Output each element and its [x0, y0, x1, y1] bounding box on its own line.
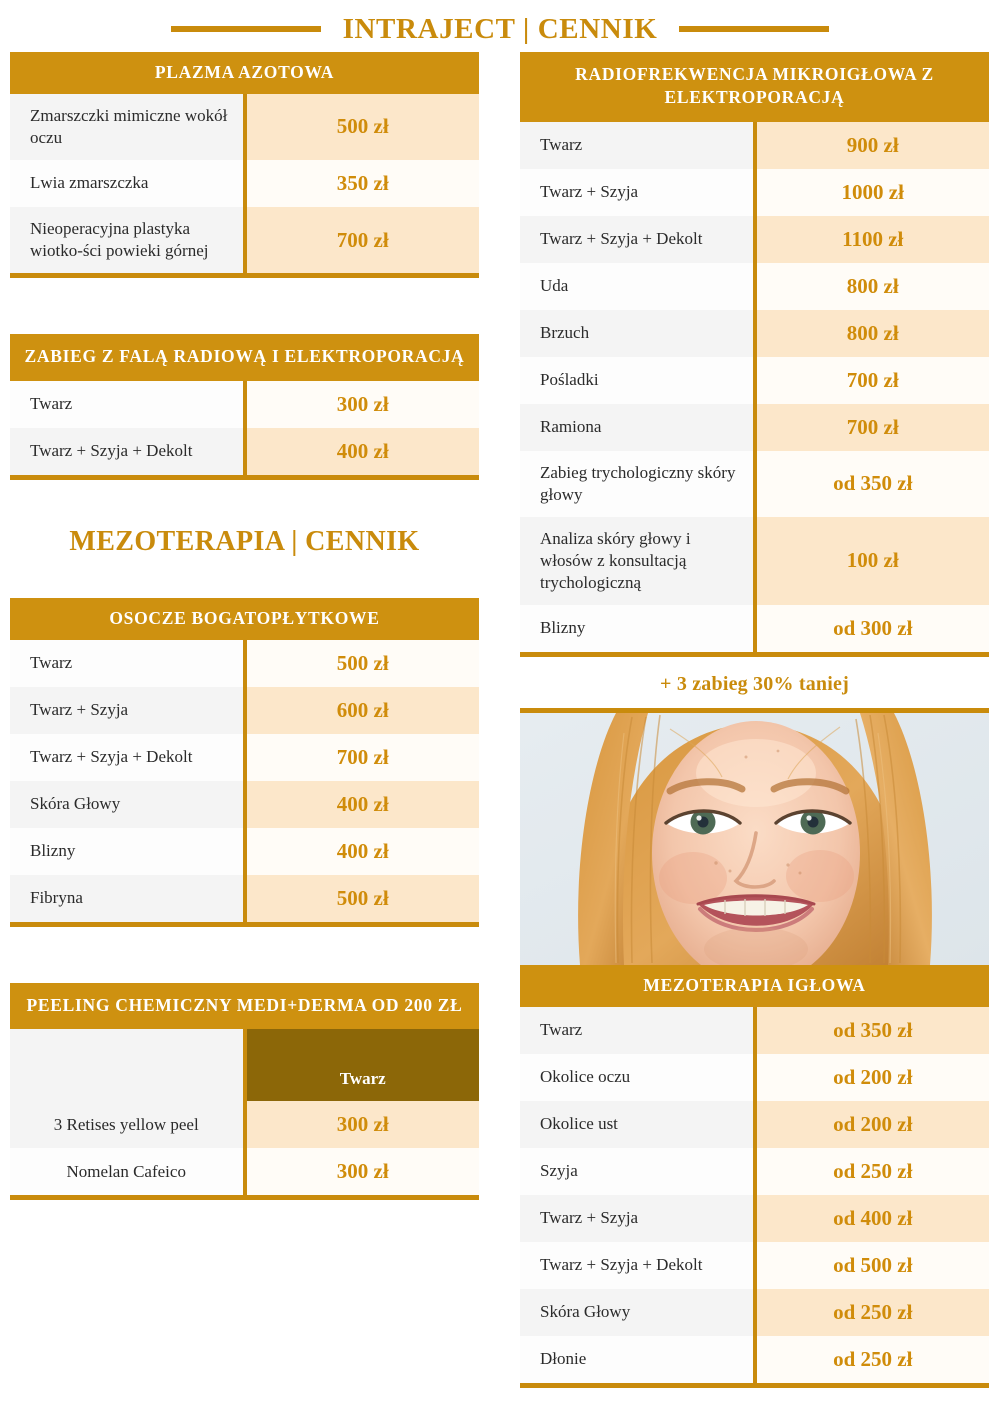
page-header — [0, 0, 1000, 52]
row-price: 400 zł — [245, 781, 480, 828]
row-price: 700 zł — [245, 734, 480, 781]
row-price: 1000 zł — [755, 169, 990, 216]
table-row — [520, 122, 989, 169]
right-column — [520, 52, 989, 1388]
row-label: Skóra Głowy — [10, 781, 245, 828]
table-row — [520, 169, 989, 216]
row-price: od 350 zł — [755, 1007, 990, 1054]
column-header-twarz: Twarz — [245, 1029, 480, 1101]
table-mezoterapia-iglowa — [520, 965, 989, 1388]
spacer — [10, 927, 479, 983]
table-header-row — [10, 52, 479, 94]
row-price: 500 zł — [245, 640, 480, 687]
promo-banner: + 3 zabieg 30% taniej — [660, 672, 849, 695]
table-header-row — [10, 598, 479, 640]
table-plazma-azotowa — [10, 52, 479, 278]
row-label: Twarz — [520, 122, 755, 169]
content-columns — [0, 52, 1000, 1388]
table-row — [10, 207, 479, 276]
table-title: ZABIEG Z FALĄ RADIOWĄ I ELEKTROPORACJĄ — [10, 334, 479, 381]
row-label: Nomelan Cafeico — [10, 1148, 245, 1198]
table-row — [10, 640, 479, 687]
table-header-row — [520, 52, 989, 122]
row-price: 400 zł — [245, 428, 480, 478]
row-label: Zmarszczki mimiczne wokół oczu — [10, 94, 245, 160]
row-label: Twarz + Szyja + Dekolt — [10, 428, 245, 478]
row-price: 400 zł — [245, 828, 480, 875]
row-label: Nieoperacyjna plastyka wiotko-ści powieki górnej — [10, 207, 245, 276]
title-rule-right — [679, 26, 829, 32]
table-row — [520, 1195, 989, 1242]
row-price: od 300 zł — [755, 605, 990, 655]
row-price: od 400 zł — [755, 1195, 990, 1242]
row-label: Twarz — [520, 1007, 755, 1054]
row-label: Uda — [520, 263, 755, 310]
row-label: Twarz + Szyja — [10, 687, 245, 734]
row-price: 1100 zł — [755, 216, 990, 263]
table-row — [10, 875, 479, 925]
row-price: od 200 zł — [755, 1101, 990, 1148]
table-title: PLAZMA AZOTOWA — [10, 52, 479, 94]
row-label: Twarz — [10, 381, 245, 428]
row-price: 900 zł — [755, 122, 990, 169]
row-price: 800 zł — [755, 310, 990, 357]
table-header-row — [10, 983, 479, 1030]
row-price: od 350 zł — [755, 451, 990, 517]
table-radiofrekwencja — [520, 52, 989, 657]
row-label: Pośladki — [520, 357, 755, 404]
table-row — [520, 451, 989, 517]
row-price: od 500 zł — [755, 1242, 990, 1289]
row-label: Okolice oczu — [520, 1054, 755, 1101]
table-row — [520, 1101, 989, 1148]
row-price: 700 zł — [245, 207, 480, 276]
table-row — [520, 1242, 989, 1289]
row-price: 300 zł — [245, 1101, 480, 1148]
row-label: Blizny — [10, 828, 245, 875]
table-row — [520, 1148, 989, 1195]
page-title: INTRAJECT | CENNIK — [342, 12, 658, 45]
table-header-row — [520, 965, 989, 1007]
table-row — [520, 517, 989, 605]
table-title: MEZOTERAPIA IGŁOWA — [520, 965, 989, 1007]
table-row — [520, 1289, 989, 1336]
row-label: Brzuch — [520, 310, 755, 357]
empty-cell — [10, 1029, 245, 1101]
table-peeling-chemiczny — [10, 983, 479, 1201]
row-label: Lwia zmarszczka — [10, 160, 245, 207]
table-row — [10, 687, 479, 734]
row-price: od 200 zł — [755, 1054, 990, 1101]
left-column — [10, 52, 479, 1200]
row-price: 350 zł — [245, 160, 480, 207]
section-title-mezoterapia: MEZOTERAPIA | CENNIK — [69, 525, 420, 557]
spacer — [10, 558, 479, 598]
row-label: Twarz + Szyja — [520, 169, 755, 216]
row-price: 100 zł — [755, 517, 990, 605]
table-row — [520, 404, 989, 451]
row-label: Analiza skóry głowy i włosów z konsultacją trychologiczną — [520, 517, 755, 605]
table-row — [520, 216, 989, 263]
table-row — [10, 381, 479, 428]
table-row — [520, 263, 989, 310]
row-price: 800 zł — [755, 263, 990, 310]
row-price: od 250 zł — [755, 1336, 990, 1386]
row-label: Skóra Głowy — [520, 1289, 755, 1336]
table-row — [10, 1101, 479, 1148]
row-label: Twarz + Szyja + Dekolt — [520, 216, 755, 263]
row-label: Zabieg trychologiczny skóry głowy — [520, 451, 755, 517]
table-row — [520, 1054, 989, 1101]
row-label: Twarz + Szyja + Dekolt — [520, 1242, 755, 1289]
table-row — [10, 734, 479, 781]
table-row — [10, 781, 479, 828]
row-price: 700 zł — [755, 404, 990, 451]
table-row — [520, 605, 989, 655]
row-label: Dłonie — [520, 1336, 755, 1386]
title-rule-left — [171, 26, 321, 32]
table-row — [520, 310, 989, 357]
table-row — [520, 1336, 989, 1386]
row-label: Okolice ust — [520, 1101, 755, 1148]
table-title: OSOCZE BOGATOPŁYTKOWE — [10, 598, 479, 640]
table-row — [10, 94, 479, 160]
table-header-row — [10, 334, 479, 381]
portrait-photo-graphic — [520, 713, 989, 965]
row-price: 500 zł — [245, 875, 480, 925]
row-label: Szyja — [520, 1148, 755, 1195]
row-label: Blizny — [520, 605, 755, 655]
row-label: Twarz + Szyja + Dekolt — [10, 734, 245, 781]
table-row — [10, 1148, 479, 1198]
spacer — [10, 278, 479, 334]
row-label: Twarz + Szyja — [520, 1195, 755, 1242]
spacer — [10, 480, 479, 526]
row-price: od 250 zł — [755, 1148, 990, 1195]
table-row — [10, 160, 479, 207]
table-osocze-bogatoplytkowe — [10, 598, 479, 927]
row-price: 300 zł — [245, 381, 480, 428]
table-row — [10, 828, 479, 875]
row-label: 3 Retises yellow peel — [10, 1101, 245, 1148]
row-label: Twarz — [10, 640, 245, 687]
portrait-photo — [520, 708, 989, 965]
table-title: RADIOFREKWENCJA MIKROIGŁOWA Z ELEKTROPORACJĄ — [520, 52, 989, 122]
table-fala-radiowa — [10, 334, 479, 480]
row-price: 700 zł — [755, 357, 990, 404]
table-title: PEELING CHEMICZNY MEDI+DERMA OD 200 ZŁ — [10, 983, 479, 1030]
table-row — [520, 1007, 989, 1054]
table-subheader-row — [10, 1029, 479, 1101]
row-label: Ramiona — [520, 404, 755, 451]
table-row — [520, 357, 989, 404]
row-label: Fibryna — [10, 875, 245, 925]
row-price: od 250 zł — [755, 1289, 990, 1336]
row-price: 300 zł — [245, 1148, 480, 1198]
table-row — [10, 428, 479, 478]
row-price: 500 zł — [245, 94, 480, 160]
row-price: 600 zł — [245, 687, 480, 734]
